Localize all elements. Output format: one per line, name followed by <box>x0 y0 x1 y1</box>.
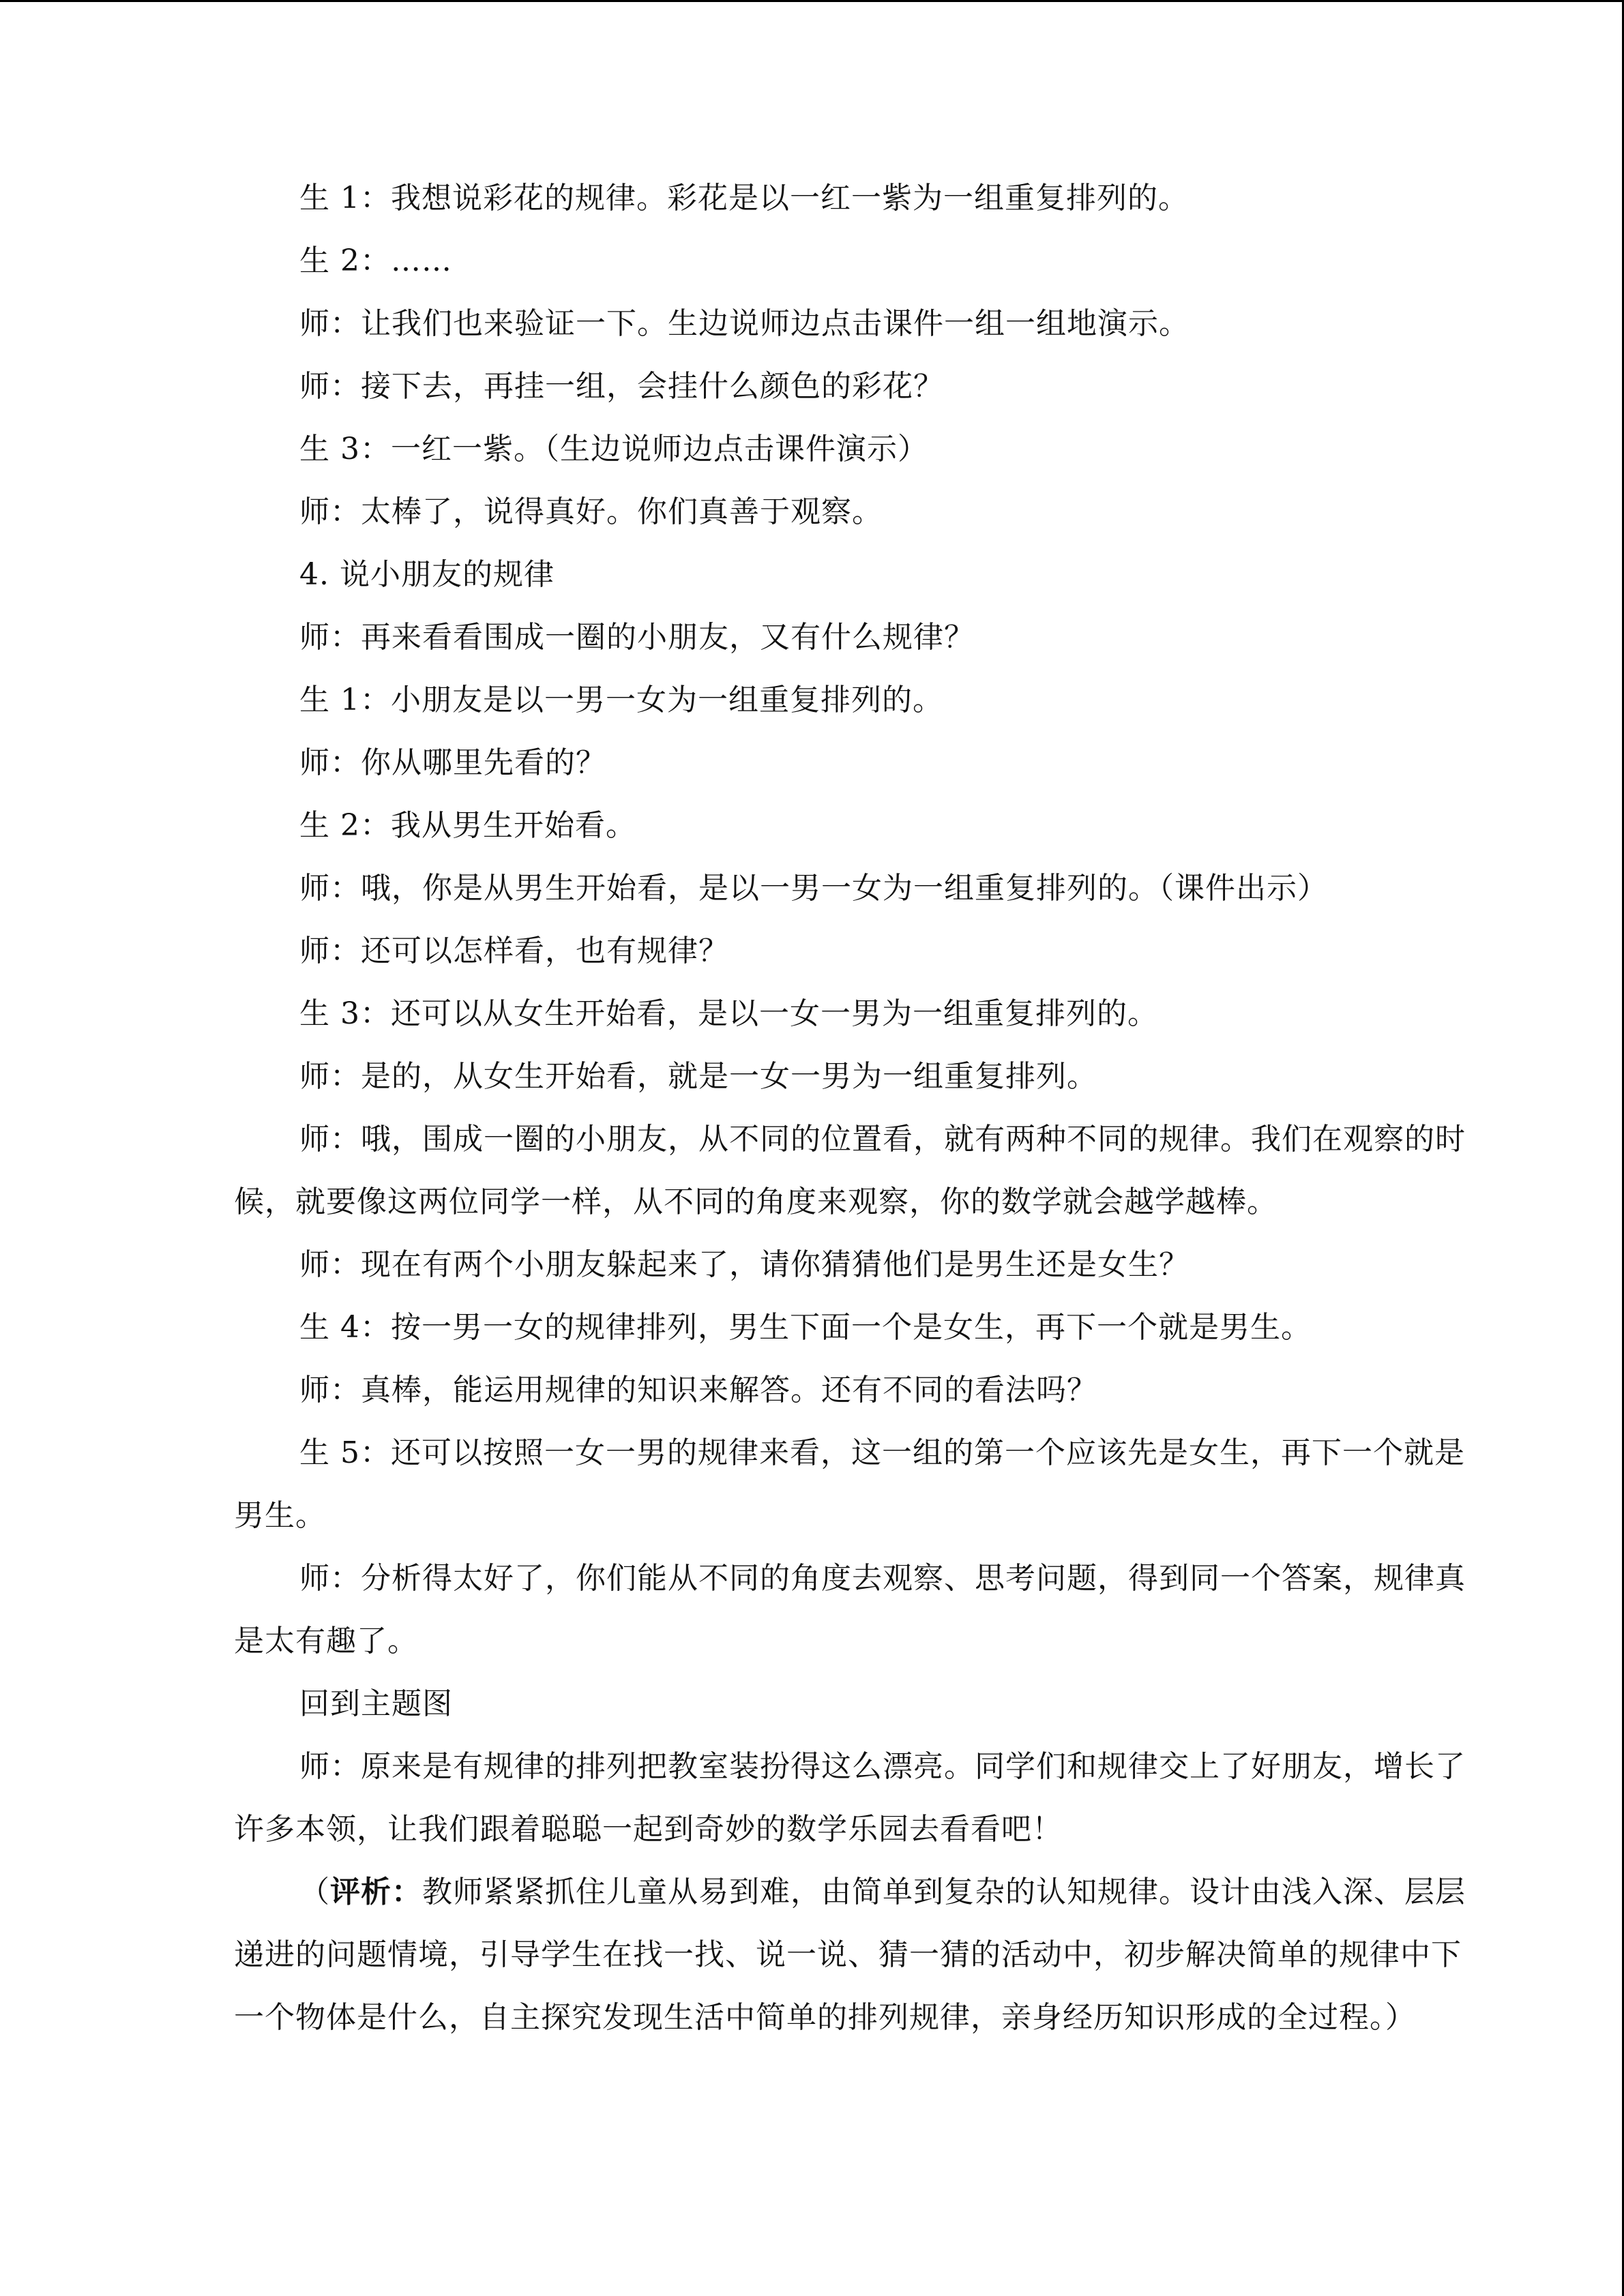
section-heading: 回到主题图 <box>299 1686 453 1721</box>
analysis-label: 评析： <box>330 1875 422 1909</box>
document-body <box>234 167 1482 2049</box>
paragraph: 师：哦，围成一圈的小朋友，从不同的位置看，就有两种不同的规律。我们在观察的时候，就要像这两位同学一样，从不同的角度来观察，你的数学就会越学越棒。 <box>234 1122 1466 1219</box>
paragraph: 师：你从哪里先看的？ <box>299 745 606 780</box>
page-top-border <box>0 0 1624 2</box>
analysis-text: 教师紧紧抓住儿童从易到难，由简单到复杂的认知规律。设计由浅入深、层层递进的问题情境，引导学生在找一找、说一说、猜一猜的活动中，初步解决简单的规律中下一个物体是什么，自主探究发现生活中简单的排列规律，亲身经历知识形成的全过程。） <box>234 1875 1466 2035</box>
paragraph: 师：原来是有规律的排列把教室装扮得这么漂亮。同学们和规律交上了好朋友，增长了许多本领，让我们跟着聪聪一起到奇妙的数学乐园去看看吧！ <box>234 1749 1466 1847</box>
paragraph: 师：还可以怎样看，也有规律？ <box>299 934 729 968</box>
paragraph: 师：现在有两个小朋友躲起来了，请你猜猜他们是男生还是女生？ <box>299 1247 1190 1282</box>
analysis-open-paren: （ <box>299 1875 330 1909</box>
paragraph: 生 5：还可以按照一女一男的规律来看，这一组的第一个应该先是女生，再下一个就是男生。 <box>234 1435 1465 1533</box>
paragraph: 生 1：小朋友是以一男一女为一组重复排列的。 <box>299 683 943 717</box>
paragraph: 师：是的，从女生开始看，就是一女一男为一组重复排列。 <box>299 1059 1097 1094</box>
paragraph: 生 2：我从男生开始看。 <box>299 808 636 843</box>
paragraph: 师：再来看看围成一圈的小朋友，又有什么规律？ <box>299 620 975 655</box>
paragraph: 师：真棒，能运用规律的知识来解答。还有不同的看法吗？ <box>299 1373 1097 1407</box>
paragraph: 师：接下去，再挂一组，会挂什么颜色的彩花？ <box>299 369 944 404</box>
paragraph: 师：哦，你是从男生开始看，是以一男一女为一组重复排列的。（课件出示） <box>299 871 1328 906</box>
paragraph: 生 3：一红一紫。（生边说师边点击课件演示） <box>299 432 928 466</box>
paragraph: 师：太棒了，说得真好。你们真善于观察。 <box>299 494 883 529</box>
analysis-paragraph <box>234 1861 1482 2049</box>
section-heading: 4. 说小朋友的规律 <box>299 557 555 592</box>
paragraph: 生 2：…… <box>299 243 452 278</box>
paragraph: 生 1：我想说彩花的规律。彩花是以一红一紫为一组重复排列的。 <box>299 181 1189 215</box>
paragraph: 师：分析得太好了，你们能从不同的角度去观察、思考问题，得到同一个答案，规律真是太有趣了。 <box>234 1561 1466 1658</box>
paragraph: 生 3：还可以从女生开始看，是以一女一男为一组重复排列的。 <box>299 996 1158 1031</box>
paragraph: 生 4：按一男一女的规律排列，男生下面一个是女生，再下一个就是男生。 <box>299 1310 1312 1345</box>
paragraph: 师：让我们也来验证一下。生边说师边点击课件一组一组地演示。 <box>299 306 1190 341</box>
